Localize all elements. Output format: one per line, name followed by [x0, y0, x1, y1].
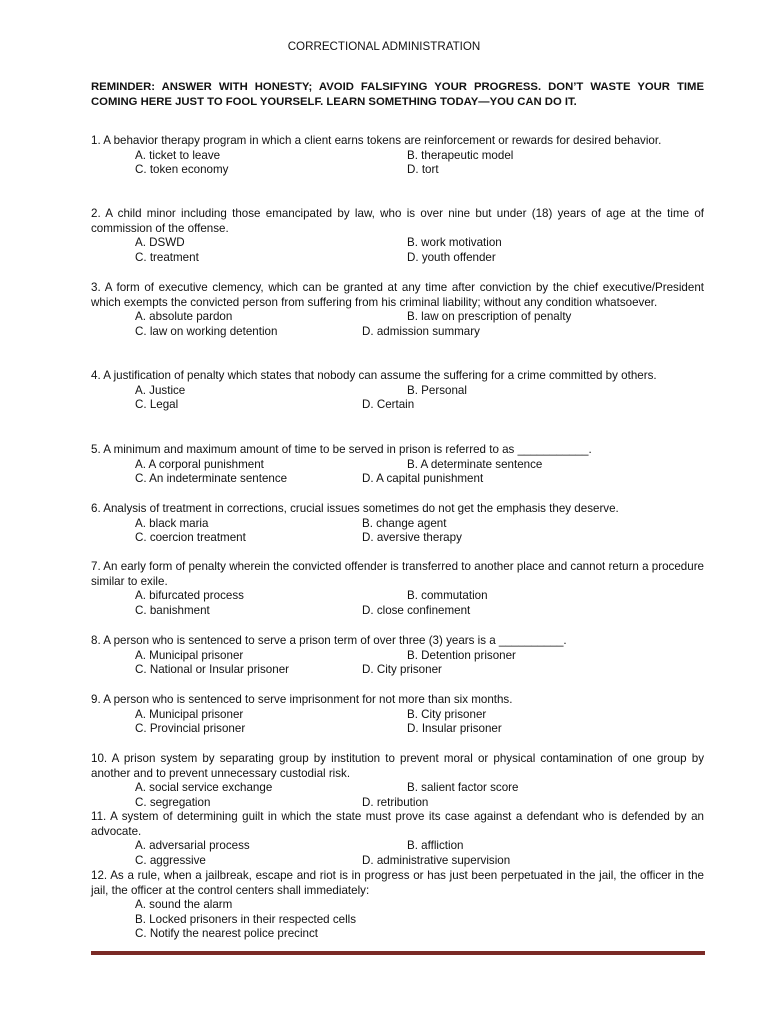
option-a: A. black maria: [135, 516, 209, 530]
answer-options: [91, 839, 704, 868]
option-c: C. treatment: [135, 250, 199, 264]
option-d: D. Insular prisoner: [407, 722, 502, 736]
option-a: A. Justice: [135, 383, 186, 397]
option-c: C. National or Insular prisoner: [135, 663, 290, 677]
question-text: 3. A form of executive clemency, which can be granted at any time after conviction by the chief executive/President which exempts the convicted person from suffering from his criminal liability; without any condition whatsoever.: [91, 281, 704, 309]
question-11: [91, 810, 704, 868]
option-a: A. A corporal punishment: [135, 457, 264, 471]
question-text: 1. A behavior therapy program in which a client earns tokens are reinforcement or rewards for desired behavior.: [91, 134, 662, 147]
option-c: C. segregation: [135, 795, 211, 809]
question-5: [91, 443, 704, 487]
question-text: 9. A person who is sentenced to serve imprisonment for not more than six months.: [91, 693, 513, 706]
option-a: A. social service exchange: [135, 781, 273, 795]
answer-options: [91, 517, 704, 546]
option-c: C. law on working detention: [135, 324, 278, 338]
option-c: C. An indeterminate sentence: [135, 472, 288, 486]
option-d: D. A capital punishment: [362, 472, 484, 486]
question-8: [91, 634, 704, 678]
question-text: 5. A minimum and maximum amount of time to be served in prison is referred to as ___________.: [91, 443, 592, 456]
question-text: 10. A prison system by separating group by institution to prevent moral or physical contamination of one group by another and to prevent unnecessary custodial risk.: [91, 752, 704, 780]
footer-rule: [91, 951, 705, 955]
question-text: 12. As a rule, when a jailbreak, escape and riot is in progress or has just been perpetuated in the jail, the officer in the jail, the officer at the control centers shall immediately:: [91, 869, 704, 897]
question-6: [91, 502, 704, 546]
option-a: A. Municipal prisoner: [135, 648, 244, 662]
option-b: B. work motivation: [407, 236, 502, 250]
option-d: D. Certain: [362, 398, 415, 412]
option-d: D. youth offender: [407, 250, 496, 264]
option-d: D. tort: [407, 163, 439, 177]
option-c: C. coercion treatment: [135, 531, 246, 545]
option-b: B. commutation: [407, 589, 488, 603]
question-2: [91, 207, 704, 265]
option-c: C. Notify the nearest police precinct: [135, 927, 319, 941]
option-a: A. Municipal prisoner: [135, 707, 244, 721]
question-text: 2. A child minor including those emancipated by law, who is over nine but under (18) years of age at the time of commission of the offense.: [91, 207, 704, 235]
option-b: B. salient factor score: [407, 781, 519, 795]
option-b: B. change agent: [362, 516, 447, 530]
page-title: CORRECTIONAL ADMINISTRATION: [287, 40, 481, 53]
option-b: B. Locked prisoners in their respected cells: [135, 912, 357, 926]
answer-options: [91, 589, 704, 618]
question-text: 11. A system of determining guilt in which the state must prove its case against a defendant who is defended by an advocate.: [91, 810, 704, 838]
option-a: A. bifurcated process: [135, 589, 244, 603]
question-text: 6. Analysis of treatment in corrections, crucial issues sometimes do not get the emphasis they deserve.: [91, 502, 619, 515]
option-b: B. City prisoner: [407, 707, 487, 721]
option-b: B. therapeutic model: [407, 148, 514, 162]
option-b: B. law on prescription of penalty: [407, 310, 572, 324]
question-9: [91, 693, 704, 737]
option-a: A. DSWD: [135, 236, 185, 250]
answer-options: [91, 781, 704, 810]
answer-options: [91, 898, 704, 942]
question-4: [91, 369, 704, 413]
answer-options: [91, 310, 704, 339]
question-12: [91, 869, 704, 942]
option-b: B. affliction: [407, 839, 464, 853]
option-a: A. ticket to leave: [135, 148, 221, 162]
answer-options: [91, 458, 704, 487]
answer-options: [91, 236, 704, 265]
option-b: B. Detention prisoner: [407, 648, 516, 662]
question-text: 7. An early form of penalty wherein the convicted offender is transferred to another place and cannot return a procedure similar to exile.: [91, 560, 704, 588]
question-text: 4. A justification of penalty which states that nobody can assume the suffering for a crime committed by others.: [91, 369, 657, 382]
question-1: [91, 134, 704, 178]
option-d: D. City prisoner: [362, 663, 442, 677]
option-b: B. Personal: [407, 383, 467, 397]
option-a: A. absolute pardon: [135, 310, 233, 324]
answer-options: [91, 708, 704, 737]
question-10: [91, 752, 704, 810]
option-d: D. retribution: [362, 795, 429, 809]
option-c: C. banishment: [135, 603, 210, 617]
question-text: 8. A person who is sentenced to serve a prison term of over three (3) years is a __________.: [91, 634, 567, 647]
option-c: C. Provincial prisoner: [135, 722, 246, 736]
option-c: C. token economy: [135, 163, 229, 177]
option-d: D. administrative supervision: [362, 853, 511, 867]
option-d: D. admission summary: [362, 324, 480, 338]
option-d: D. aversive therapy: [362, 531, 462, 545]
question-7: [91, 560, 704, 618]
option-b: B. A determinate sentence: [407, 457, 543, 471]
option-d: D. close confinement: [362, 603, 471, 617]
answer-options: [91, 384, 704, 413]
answer-options: [91, 149, 704, 178]
reminder-note: REMINDER: ANSWER WITH HONESTY; AVOID FALSIFYING YOUR PROGRESS. DON’T WASTE YOUR TIME COMING HERE JUST TO FOOL YOURSELF. LEARN SOMETHING TODAY—YOU CAN DO IT.: [91, 81, 704, 108]
answer-options: [91, 649, 704, 678]
option-a: A. adversarial process: [135, 839, 250, 853]
option-a: A. sound the alarm: [135, 898, 233, 912]
option-c: C. aggressive: [135, 853, 206, 867]
question-3: [91, 281, 704, 339]
option-c: C. Legal: [135, 398, 179, 412]
